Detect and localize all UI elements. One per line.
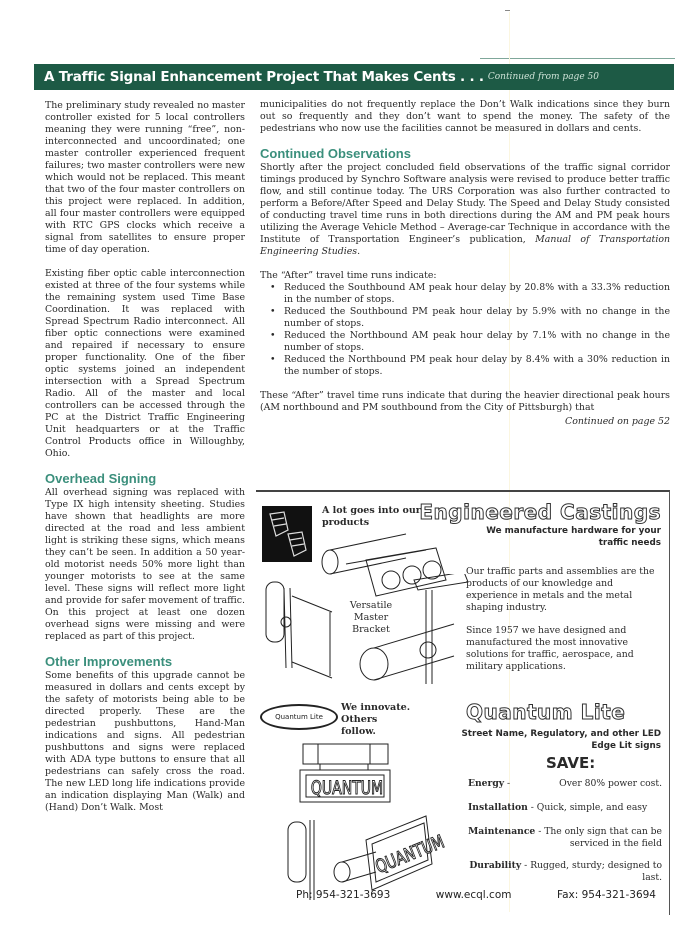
body-text: . bbox=[357, 246, 361, 257]
quantum-sign-illustration bbox=[298, 740, 393, 810]
website-link[interactable]: www.ecql.com bbox=[435, 889, 512, 901]
mast-bracket-illustration bbox=[262, 572, 342, 682]
list-item: • Reduced the Northbound AM peak hour delay by 7.1% with no change in the number of stops. bbox=[270, 330, 670, 354]
benefit-installation: Installation - Quick, simple, and easy bbox=[468, 802, 648, 813]
list-item: • Reduced the Southbound PM peak hour delay by 5.9% with no change in the number of stops. bbox=[270, 306, 670, 330]
save-heading: SAVE: bbox=[546, 754, 596, 772]
ad-paragraph: Our traffic parts and assemblies are the products of our knowledge and experience in metals and the metal shaping industry. bbox=[466, 566, 655, 613]
benefit-text: The only sign that can be serviced in the field bbox=[544, 826, 662, 849]
ad-slogan: We innovate. Others follow. bbox=[341, 702, 411, 737]
paragraph: These “After” travel time runs indicate that during the heavier directional peak hours (AM northbound and PM southbound from the City of Pittsburgh) that bbox=[260, 390, 670, 413]
right-column bbox=[260, 99, 670, 428]
benefit-text: Quick, simple, and easy bbox=[536, 802, 648, 813]
product-tagline: Street Name, Regulatory, and other LED Edge Lit signs bbox=[461, 729, 661, 751]
benefit-text: Rugged, sturdy; designed to last. bbox=[530, 860, 662, 883]
bracket-label: Versatile Master Bracket bbox=[349, 600, 393, 635]
quantum-lite-logo bbox=[260, 704, 338, 730]
sign-text-angled: QUANTUM bbox=[372, 831, 448, 879]
benefit-label: Durability bbox=[469, 860, 522, 871]
benefit-label: Maintenance bbox=[468, 826, 536, 837]
benefit-durability: Durability - Rugged, sturdy; designed to last. bbox=[469, 860, 662, 883]
section-heading-other-improvements: Other Improvements bbox=[45, 654, 173, 669]
advertisement bbox=[256, 490, 670, 915]
engineered-castings-logo: Engineered Castings bbox=[419, 500, 661, 524]
paragraph: municipalities do not frequently replace the Don’t Walk indications since they burn out so frequently and they don’t want to spend the money. The safety of the pedestrians who now use the facilities cannot be measured in dollars and cents. bbox=[260, 99, 670, 134]
logo-text: Quantum Lite bbox=[275, 713, 323, 721]
benefit-maintenance: Maintenance - The only sign that can be serviced in the field bbox=[468, 826, 662, 849]
continued-on-note: Continued on page 52 bbox=[565, 416, 670, 427]
body-text: Shortly after the project concluded field observations of the traffic signal corridor timings produced by Synchro Software analysis were revised to produce better traffic flow, and still continue today. The URS Corporation was also further contracted to perform a Before/After Speed and Delay Study. The Speed and Delay Study consisted of conducting travel time runs in both directions during the AM and PM peak hours utilizing the Average Vehicle Method – Average-car Technique in accordance with the Institute of Transportation Engineer’s publication, bbox=[260, 162, 670, 245]
paragraph: Existing fiber optic cable interconnection existed at three of the four systems while the remaining system used Time Base Coordination. It was replaced with Spread Spectrum Radio interconnect. All fiber optic connections were examined and repaired if necessary to ensure proper functionality. One of the fiber optic systems joined an independent intersection with a Spread Spectrum Radio. All of the master and local controllers can be accessed through the PC at the District Traffic Engineering Unit headquarters or at the Traffic Control Products office in Willoughby, Ohio. bbox=[45, 268, 245, 459]
crop-mark bbox=[505, 10, 510, 11]
list-item: • Reduced the Southbound AM peak hour delay by 20.8% with a 33.3% reduction in the number of stops. bbox=[270, 282, 670, 306]
phone-number: Ph: 954-321-3693 bbox=[296, 889, 391, 901]
article-banner bbox=[34, 64, 674, 90]
sign-text: QUANTUM bbox=[310, 778, 384, 800]
article-title: A Traffic Signal Enhancement Project That Makes Cents . . . bbox=[44, 69, 484, 85]
benefit-label: Installation bbox=[468, 802, 528, 813]
continued-from-note: Continued from page 50 bbox=[487, 72, 599, 82]
results-list bbox=[270, 282, 670, 378]
benefit-text: Over 80% power cost. bbox=[559, 778, 662, 789]
paragraph: Some benefits of this upgrade cannot be measured in dollars and cents except by the safety of motorists being able to be directed properly. These are the pedestrian pushbuttons, Hand-Man indications and signs. All pedestrian pushbuttons and signs were replaced with ADA type buttons to ensure that all pedestrians can safely cross the road. The new LED long life indications provide an indication displaying Man (Walk) and (Hand) Don’t Walk. Most bbox=[45, 670, 245, 813]
list-item: • Reduced the Northbound PM peak hour delay by 8.4% with a 30% reduction in the number of stops. bbox=[270, 354, 670, 378]
ad-description bbox=[466, 566, 661, 684]
quantum-lite-brand: Quantum Lite bbox=[466, 700, 626, 724]
fax-number: Fax: 954-321-3694 bbox=[557, 889, 656, 901]
publication-title: Manual of Transportation Engineering Studies bbox=[260, 234, 671, 257]
ad-tagline: We manufacture hardware for your traffic needs bbox=[486, 526, 661, 548]
section-heading-continued-observations: Continued Observations bbox=[260, 146, 411, 161]
ad-paragraph: Since 1957 we have designed and manufactured the most innovative solutions for traffic, aerospace, and military applications. bbox=[466, 625, 634, 672]
contact-line bbox=[296, 889, 656, 901]
paragraph: All overhead signing was replaced with Type IX high intensity sheeting. Studies have shown that headlights are more directed at the road and less ambient light is striking these signs, which means they can’t be seen. In addition a 50 year-old motorist needs 50% more light than younger motorists to see at the same level. These signs will reflect more light and provide for safer movement of traffic. On this project at least one dozen overhead signs were missing and were replaced as part of this project. bbox=[45, 487, 245, 642]
paragraph: The preliminary study revealed no master controller existed for 5 local controllers meaning they were running “free”, non-interconnected and uncoordinated; one master controller experienced frequent failures; two master controllers were new which would not be replaced. This meant that two of the four master controllers on this project were replaced. In addition, all four master controllers were equipped with RTC GPS clocks which receive a signal from satellites to ensure proper time of day operation. bbox=[45, 100, 245, 255]
benefit-energy: Energy - Over 80% power cost. bbox=[468, 778, 662, 789]
list-intro: The “After” travel time runs indicate: bbox=[260, 270, 437, 281]
castings-photo-icon bbox=[262, 506, 312, 562]
section-heading-overhead-signing: Overhead Signing bbox=[45, 471, 157, 486]
ad-headline: A lot goes into our products bbox=[322, 505, 421, 528]
left-column bbox=[45, 100, 245, 826]
benefit-label: Energy bbox=[468, 778, 505, 789]
paragraph bbox=[260, 162, 670, 258]
